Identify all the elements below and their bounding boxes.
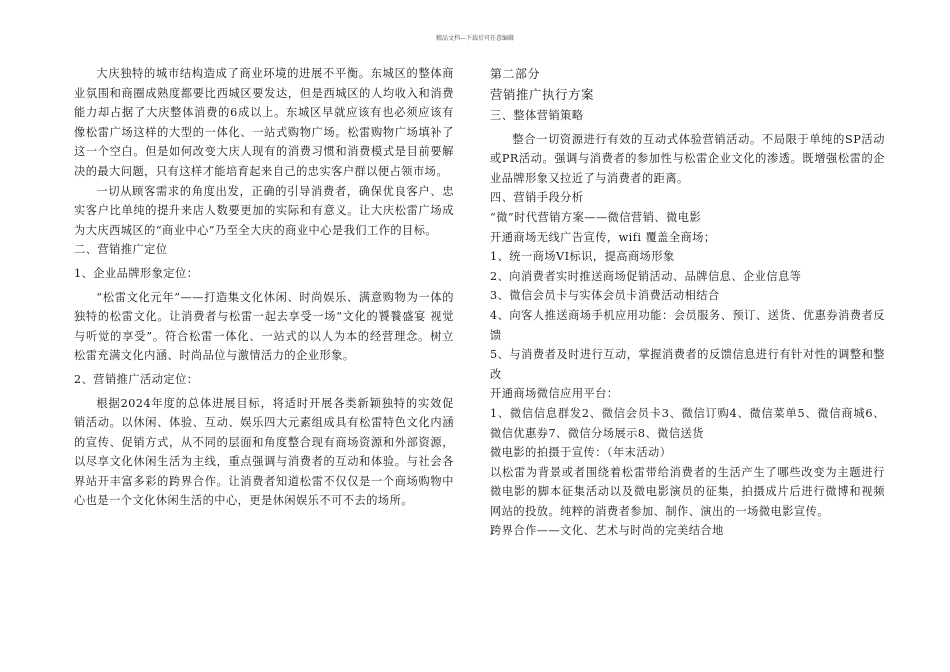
heading-overall-strategy: 三、整体营销策略 [490, 109, 584, 122]
page-header: 精品文档---下载后可任意编辑 [435, 35, 515, 42]
line-cross-border: 跨界合作——文化、艺术与时尚的完美结合地 [490, 524, 724, 538]
paragraph-wechat-features: 1、微信信息群发2、微信会员卡3、微信订购4、微信菜单5、微信商城6、微信优惠券7、微信分场展示8、微信送货 [490, 406, 885, 440]
heading-activity-positioning: 2、营销推广活动定位： [74, 372, 199, 386]
line-wechat-platform: 开通商场微信应用平台： [490, 387, 619, 401]
list-item-push: 2、向消费者实时推送商场促销活动、品牌信息、企业信息等 [490, 269, 802, 283]
paragraph-overall-strategy: 整合一切资源进行有效的互动式体验营销活动。不局限于单纯的SP活动或PR活动。强调与消费者的参加性与松雷企业文化的渗透。既增强松雷的企业品牌形象又拉近了与消费者的距离。 [490, 132, 885, 185]
paragraph-micro-film: 以松雷为背景或者围绕着松雷带给消费者的生活产生了哪些改变为主题进行微电影的脚本征集活动以及微电影演员的征集，拍摄成片后进行微博和视频网站的投放。纯粹的消费者参加、制作、演出的一场微电影宣传。 [490, 465, 885, 518]
list-item-app-functions: 4、向客人推送商场手机应用功能：会员服务、预订、送货、优惠券消费者反馈 [490, 308, 885, 342]
left-column [74, 64, 454, 511]
list-item-interaction: 5、与消费者及时进行互动，掌握消费者的反馈信息进行有针对性的调整和整改 [490, 348, 885, 381]
paragraph-market-background: 大庆独特的城市结构造成了商业环境的进展不平衡。东城区的整体商业氛围和商圈成熟度都要比西城区要发达，但是西城区的人均收入和消费能力却占据了大庆整体消费的6成以上。东城区早就应该有也必须应该有像松雷广场这样的大型的一体化、一站式购物广场。松雷购物广场填补了这一个空白。但是如何改变大庆人现有的消费习惯和消费模式是目前要解决的最大问题，只有这样才能培育起来自己的忠实客户群以便占领市场。 [74, 67, 454, 178]
line-wifi: 开通商场无线广告宣传，wifi 覆盖全商场； [490, 230, 716, 244]
heading-marketing-positioning: 二、营销推广定位 [74, 243, 168, 257]
line-micro-film: 微电影的拍摄于宣传：（年末活动） [490, 446, 672, 460]
section-subtitle: 营销推广执行方案 [490, 87, 595, 102]
line-micro-era: “微”时代营销方案——微信营销、微电影 [490, 210, 702, 224]
paragraph-activity-positioning: 根据2024年度的总体进展目标，将适时开展各类新颖独特的实效促销活动。以休闲、体验、互动、娱乐四大元素组成具有松雷特色文化内涵的宣传、促销方式，从不同的层面和角度整合现有商场资源和外部资源，以尽享文化休闲生活为主线，重点强调与消费者的互动和体验。与社会各界站开丰富多彩的跨界合作。让消费者知道松雷不仅仅是一个商场购物中心也是一个文化休闲生活的中心，更是休闲娱乐不可不去的场所。 [74, 396, 454, 508]
paragraph-brand-image: “松雷文化元年”——打造集文化休闲、时尚娱乐、满意购物为一体的独特的松雷文化。让消费者与松雷一起去享受一场“文化的饕餮盛宴 视觉与听觉的享受”。符合松雷一体化、一站式的以人为本的经营理念。树立松雷充满文化内涵、时尚品位与激情活力的企业形象。 [74, 290, 454, 363]
list-item-membership: 3、微信会员卡与实体会员卡消费活动相结合 [490, 289, 720, 303]
part-title: 第二部分 [490, 67, 541, 81]
right-column [490, 64, 885, 541]
heading-brand-image: 1、企业品牌形象定位： [74, 266, 199, 280]
heading-marketing-means: 四、营销手段分析 [490, 191, 584, 205]
paragraph-customer-focus: 一切从顾客需求的角度出发，正确的引导消费者，确保优良客户、忠实客户比单纯的提升来店人数要更加的实际和有意义。让大庆松雷广场成为大庆西城区的“商业中心”乃至全大庆的商业中心是我们工作的目标。 [74, 184, 454, 237]
list-item-vi: 1、统一商场VI标识，提高商场形象 [490, 250, 675, 264]
